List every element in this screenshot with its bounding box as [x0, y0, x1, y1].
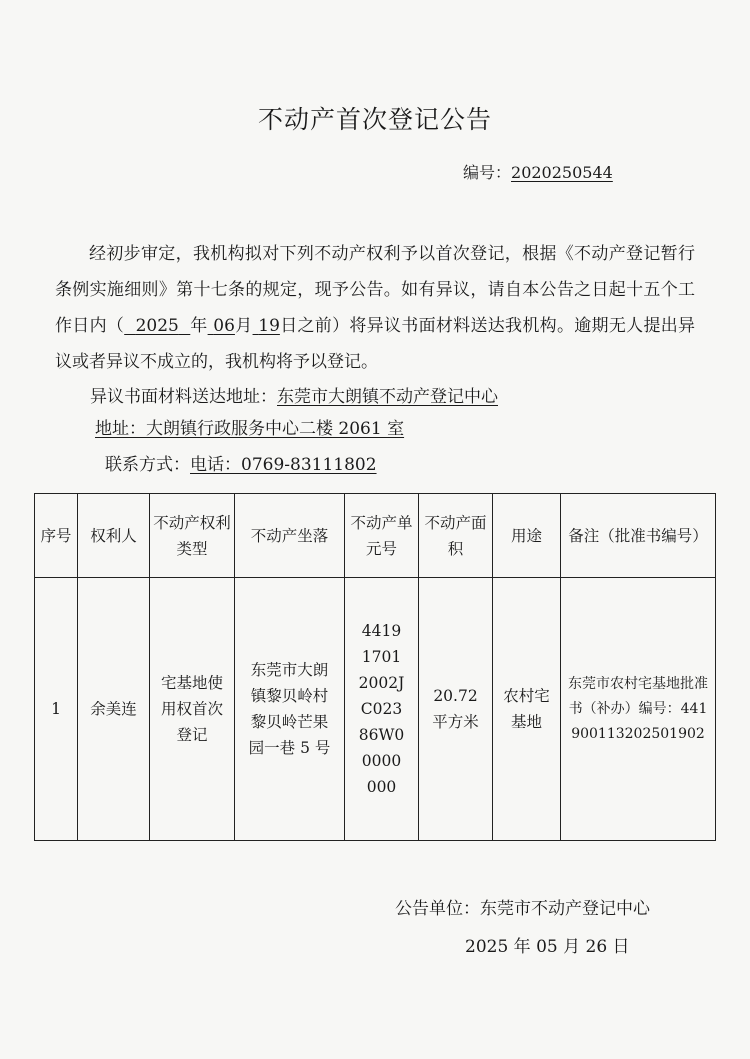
- deadline-month: 06: [213, 316, 235, 336]
- header-owner: 权利人: [78, 494, 150, 578]
- body-text-2: 日之前）将异议书面材料送达我机构。逾期无人提出异议或者异议不成立的，我机构将予以登记。: [55, 316, 696, 372]
- year-unit: 年: [190, 316, 208, 336]
- header-location: 不动产坐落: [235, 494, 345, 578]
- deadline-day: 19: [258, 316, 280, 336]
- objection-address: [90, 382, 498, 407]
- notice-body: [55, 236, 695, 380]
- cell-area: 20.72平方米: [419, 578, 493, 841]
- table-row: [35, 578, 716, 841]
- header-right-type: 不动产权利类型: [150, 494, 235, 578]
- cell-note: 东莞市农村宅基地批准书（补办）编号：441900113202501902: [561, 578, 716, 841]
- month-unit: 月: [234, 316, 253, 336]
- header-unit-no: 不动产单元号: [345, 494, 419, 578]
- body-text-1: 经初步审定，我机构拟对下列不动产权利予以首次登记，根据《不动产登记暂行条例实施细则》第十七条的规定，现予公告。如有异议，请自本公告之日起十五个工作日内（: [55, 244, 695, 336]
- cell-right-type: 宅基地使用权首次登记: [150, 578, 235, 841]
- contact-phone: 电话：0769-83111802: [190, 455, 377, 475]
- serial-label: 编号：: [463, 163, 512, 182]
- deadline-year: 2025: [135, 316, 179, 336]
- cell-use: 农村宅基地: [493, 578, 561, 841]
- cell-unit-no: 441917012002JC02386W00000000: [345, 578, 419, 841]
- table-header-row: [35, 494, 716, 578]
- header-use: 用途: [493, 494, 561, 578]
- serial-number: [463, 160, 613, 183]
- office-address: 地址：大朗镇行政服务中心二楼 2061 室: [95, 419, 405, 439]
- header-no: 序号: [35, 494, 78, 578]
- contact-label: 联系方式：: [105, 455, 190, 475]
- objection-address-value: 东莞市大朗镇不动产登记中心: [277, 387, 498, 407]
- header-area: 不动产面积: [419, 494, 493, 578]
- registration-table: [34, 493, 716, 841]
- objection-address-label: 异议书面材料送达地址：: [90, 387, 277, 407]
- header-note: 备注（批准书编号）: [561, 494, 716, 578]
- issuing-unit: 公告单位：东莞市不动产登记中心: [395, 899, 650, 919]
- cell-owner: 余美连: [78, 578, 150, 841]
- contact-info: [105, 450, 377, 475]
- cell-no: 1: [35, 578, 78, 841]
- notice-title: 不动产首次登记公告: [257, 105, 492, 134]
- serial-value: 2020250544: [511, 163, 613, 182]
- issue-date: 2025 年 05 月 26 日: [465, 937, 630, 957]
- cell-location: 东莞市大朗镇黎贝岭村黎贝岭芒果园一巷 5 号: [235, 578, 345, 841]
